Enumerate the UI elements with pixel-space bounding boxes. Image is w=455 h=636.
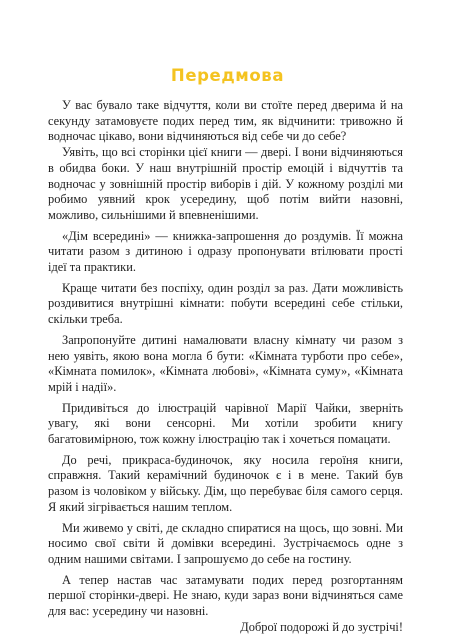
- page-title: Передмова: [170, 66, 285, 85]
- paragraph: «Дім всередині» — книжка-запрошення до роздумів. Її можна читати разом з дитиною і одразу пропонувати втілювати прості ідеї та практики.: [48, 228, 403, 275]
- paragraph: А тепер настав час затамувати подих перед розгортанням першої сторінки-двері. Не знаю, куди зараз вони відчиняться саме для вас: усередину чи назовні.: [48, 572, 403, 619]
- paragraph: Запропонуйте дитині намалювати власну кімнату чи разом з нею уявіть, якою вона могла б бути: «Кімната турботи про себе», «Кімната помилок», «Кімната любові», «Кімната суму», «Кімната мрій і надії».: [48, 332, 403, 394]
- paragraph: Уявіть, що всі сторінки цієї книги — двері. І вони відчиняються в обидва боки. У наш внутрішній простір емоцій і відчуттів та водночас у зовнішній простір виборів і дій. У кожному розділі ми робимо уявний крок усередину, щоб потім вийти назовні, можливо, сильнішими й впевненішими.: [48, 145, 403, 222]
- paragraph: У вас бувало таке відчуття, коли ви стоїте перед дверима й на секунду затамовуєте подих перед тим, як відчинити: тривожно й водночас цікаво, вони відчиняються від себе чи до себе?: [48, 98, 403, 144]
- paragraph: Придивіться до ілюстрацій чарівної Марії Чайки, зверніть увагу, які вони сенсорні. Ми хотіли зробити книгу багатовимірною, тож кожну ілюстрацію так і хочеться помацати.: [48, 400, 403, 447]
- preface-body: [48, 98, 403, 636]
- paragraph: Краще читати без поспіху, один розділ за раз. Дати можливість роздивитися внутрішні кімнати: побути всередині себе стільки, скільки треба.: [48, 280, 403, 327]
- closing-line: Доброї подорожі й до зустрічі!: [240, 619, 403, 634]
- paragraph: До речі, прикраса-будиночок, яку носила героїня книги, справжня. Такий керамічний будиночок є і в мене. Такий був разом із чоловіком у війську. Дім, що перебуває біля самого серця. Я який зігрівається нашим теплом.: [48, 452, 403, 514]
- paragraph: Ми живемо у світі, де складно спиратися на щось, що зовні. Ми носимо свої світи й домівки всередині. Зустрічаємось одне з одним нашими світами. І запрошуємо до себе на гостину.: [48, 520, 403, 566]
